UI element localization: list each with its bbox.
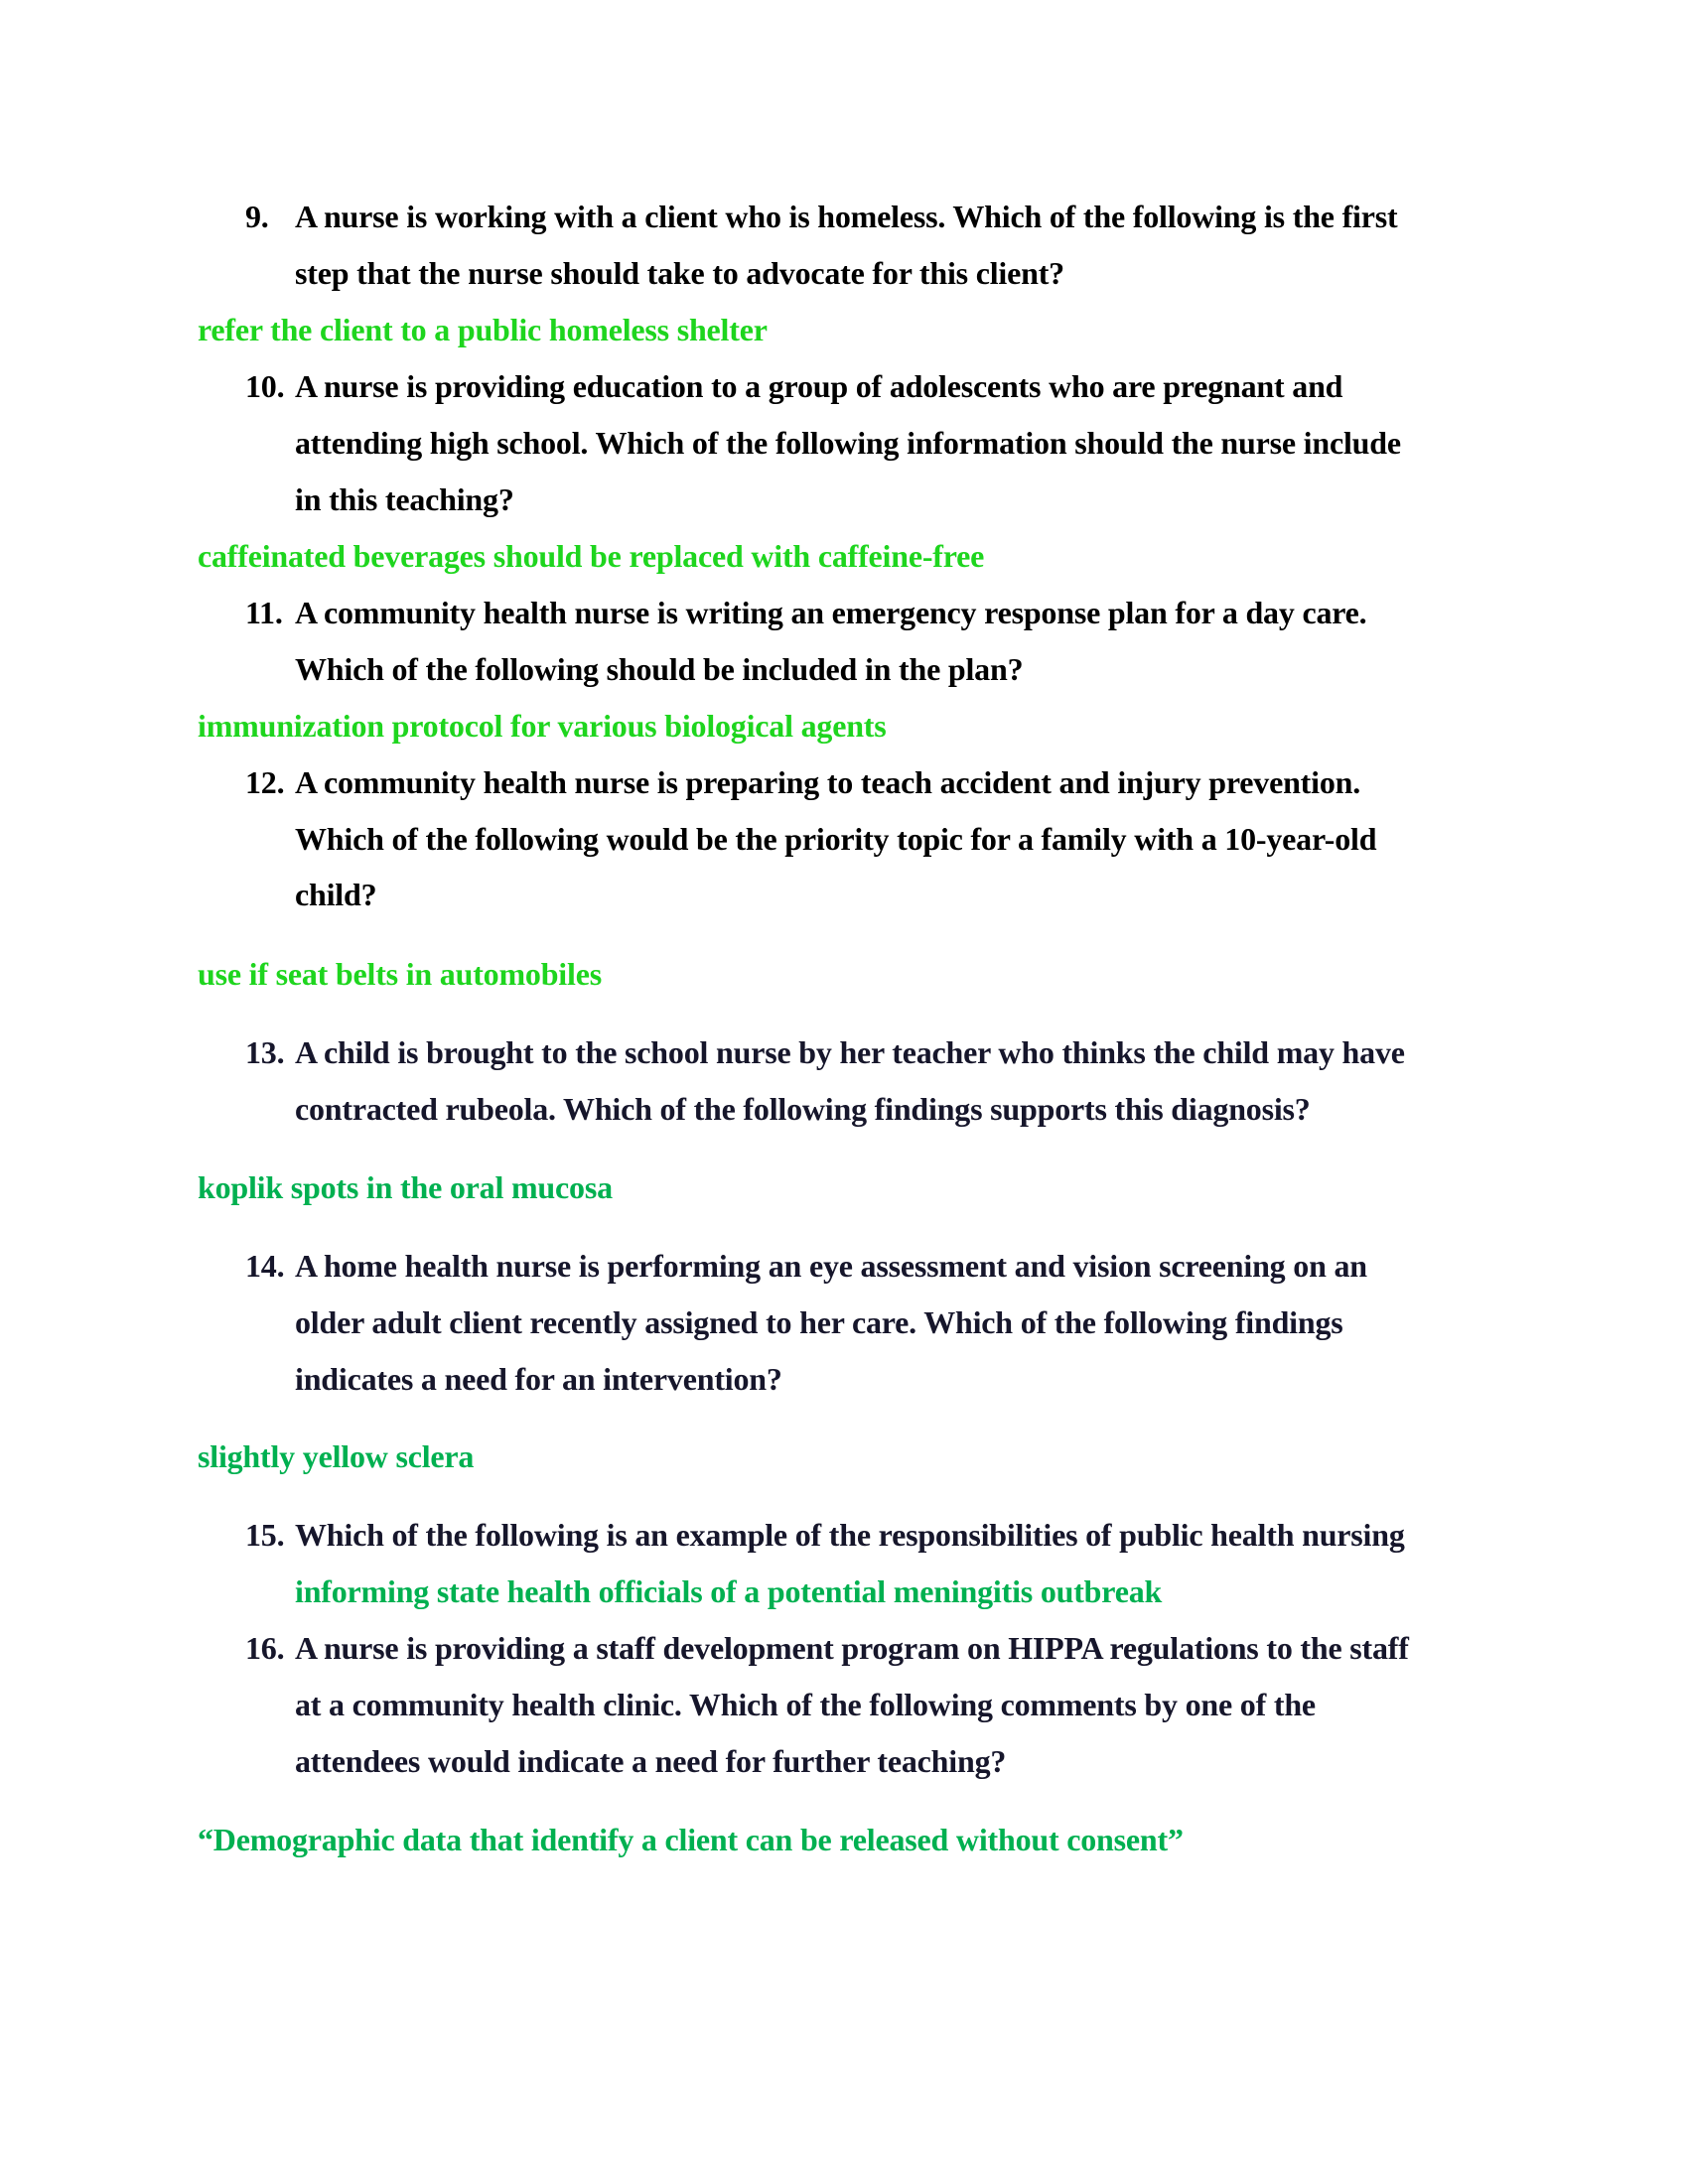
question-number: 16. — [245, 1630, 285, 1666]
question-text: at a community health clinic. Which of the following comments by one of the — [295, 1687, 1316, 1722]
question-number: 15. — [245, 1517, 285, 1553]
question-text: in this teaching? — [295, 481, 514, 517]
question-text: A nurse is providing education to a group of adolescents who are pregnant and — [295, 368, 1343, 404]
question-text: indicates a need for an intervention? — [295, 1361, 782, 1397]
question-number: 12. — [245, 764, 285, 800]
question-text: attending high school. Which of the following information should the nurse include — [295, 425, 1401, 461]
answer-text: informing state health officials of a potential meningitis outbreak — [295, 1573, 1163, 1609]
answer-text: “Demographic data that identify a client can be released without consent” — [198, 1822, 1184, 1857]
question-text: A community health nurse is writing an emergency response plan for a day care. — [295, 595, 1367, 630]
question-text: Which of the following would be the priority topic for a family with a 10-year-old — [295, 821, 1377, 857]
answer-text: slightly yellow sclera — [198, 1438, 475, 1474]
question-text: attendees would indicate a need for further teaching? — [295, 1743, 1007, 1779]
question-text: Which of the following is an example of the responsibilities of public health nursing — [295, 1517, 1405, 1553]
question-text: child? — [295, 877, 377, 912]
answer-text: immunization protocol for various biological agents — [198, 708, 887, 744]
answer-text: refer the client to a public homeless shelter — [198, 312, 768, 347]
question-number: 11. — [245, 595, 283, 630]
question-number: 10. — [245, 368, 285, 404]
question-text: A nurse is working with a client who is homeless. Which of the following is the first — [295, 199, 1398, 234]
question-text: step that the nurse should take to advocate for this client? — [295, 255, 1064, 291]
question-text: A nurse is providing a staff development program on HIPPA regulations to the staff — [295, 1630, 1409, 1666]
answer-text: caffeinated beverages should be replaced with caffeine-free — [198, 538, 985, 574]
question-number: 14. — [245, 1248, 285, 1284]
answer-text: use if seat belts in automobiles — [198, 956, 602, 992]
question-text: A child is brought to the school nurse by her teacher who thinks the child may have — [295, 1034, 1405, 1070]
question-text: Which of the following should be included in the plan? — [295, 651, 1024, 687]
question-number: 9. — [245, 199, 269, 234]
question-text: A home health nurse is performing an eye assessment and vision screening on an — [295, 1248, 1367, 1284]
question-text: older adult client recently assigned to her care. Which of the following findings — [295, 1304, 1343, 1340]
question-text: A community health nurse is preparing to teach accident and injury prevention. — [295, 764, 1361, 800]
question-text: contracted rubeola. Which of the following findings supports this diagnosis? — [295, 1091, 1311, 1127]
question-number: 13. — [245, 1034, 285, 1070]
answer-text: koplik spots in the oral mucosa — [198, 1169, 613, 1205]
